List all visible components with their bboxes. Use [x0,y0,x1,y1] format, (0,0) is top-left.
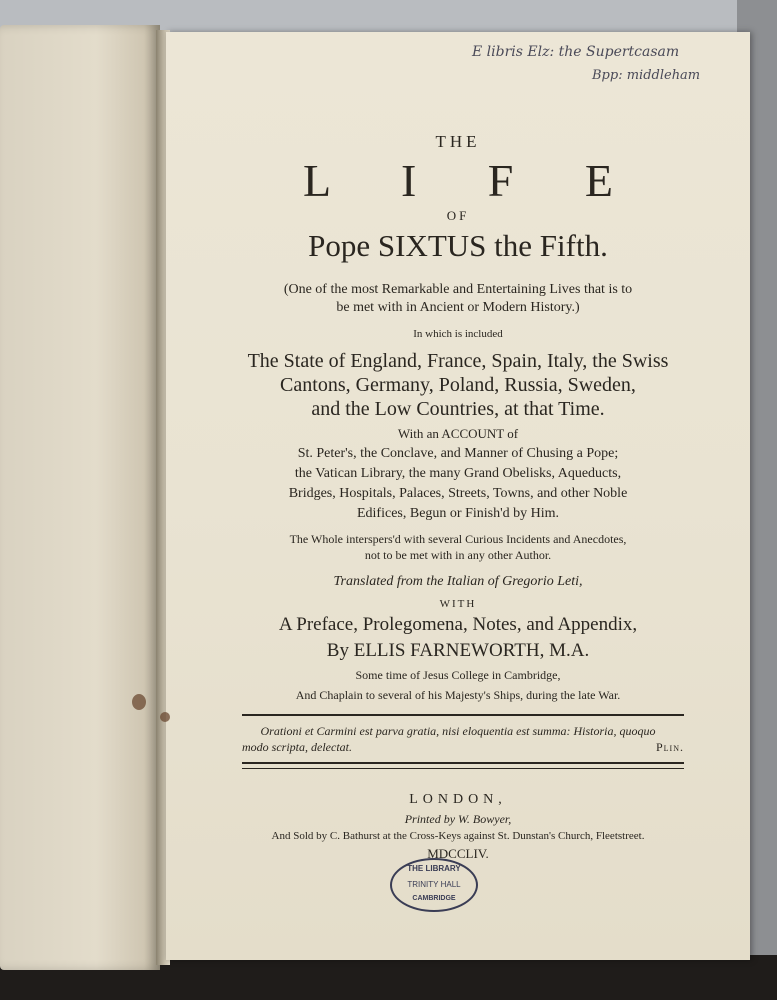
divider-rule [242,714,684,716]
left-page [0,25,160,970]
title-the: THE [435,132,481,151]
account-line3: Bridges, Hospitals, Palaces, Streets, Towns, and other Noble [288,486,628,501]
author-line: By ELLIS FARNEWORTH, M.A. [326,640,590,661]
ownership-inscription-line2: Bpp: middleham [592,68,701,83]
account-line4: Edifices, Begun or Finish'd by Him. [356,506,559,521]
parenthetical-line2: be met with in Ancient or Modern History.) [336,300,580,315]
college-line: Some time of Jesus College in Cambridge, [355,668,561,682]
stamp-middle-text: TRINITY HALL [407,880,461,889]
preface-line: A Preface, Prolegomena, Notes, and Appendix, [278,614,638,635]
whole-line2: not to be met with in any other Author. [364,548,552,562]
title-of: OF [446,208,470,223]
title-life: L I F E [303,155,643,206]
imprint-seller: And Sold by C. Bathurst at the Cross-Keys against St. Dunstan's Church, Fleetstreet. [271,830,645,842]
imprint-year: MDCCLIV. [427,846,489,861]
chaplain-line: And Chaplain to several of his Majesty's Ships, during the late War. [295,688,621,702]
parenthetical-line1: (One of the most Remarkable and Entertaining Lives that is to [283,282,633,297]
account-line1: St. Peter's, the Conclave, and Manner of Chusing a Pope; [297,446,619,461]
library-stamp [390,858,478,912]
motto-attribution: Plin. [655,740,684,754]
motto-line1: Orationi et Carmini est parva gratia, nisi eloquentia est summa: Historia, quoquo [260,724,656,738]
foxing-stain [132,694,146,710]
countries-line1: The State of England, France, Spain, Italy, the Swiss [247,350,669,372]
translated-line: Translated from the Italian of Gregorio Leti, [333,574,583,589]
with-label: WITH [439,598,477,610]
divider-rule-double [242,768,684,769]
stamp-top-text: THE LIBRARY [407,864,461,873]
title-page [166,32,750,960]
motto-line2: modo scripta, delectat. [242,740,352,754]
countries-line2: Cantons, Germany, Poland, Russia, Sweden, [280,374,636,396]
foxing-stain [160,712,170,722]
imprint-printer: Printed by W. Bowyer, [404,812,512,826]
included-intro: In which is included [413,328,503,340]
account-intro: With an ACCOUNT of [397,426,519,441]
countries-line3: and the Low Countries, at that Time. [311,398,605,420]
stamp-bottom-text: CAMBRIDGE [412,895,456,902]
ownership-inscription-line1: E libris Elz: the Supertcasam [472,44,680,60]
account-line2: the Vatican Library, the many Grand Obelisks, Aqueducts, [294,466,622,481]
divider-rule-double [242,762,684,764]
imprint-place: LONDON, [409,792,507,807]
title-subject: Pope SIXTUS the Fifth. [308,228,608,263]
whole-line1: The Whole interspers'd with several Curious Incidents and Anecdotes, [289,532,627,546]
